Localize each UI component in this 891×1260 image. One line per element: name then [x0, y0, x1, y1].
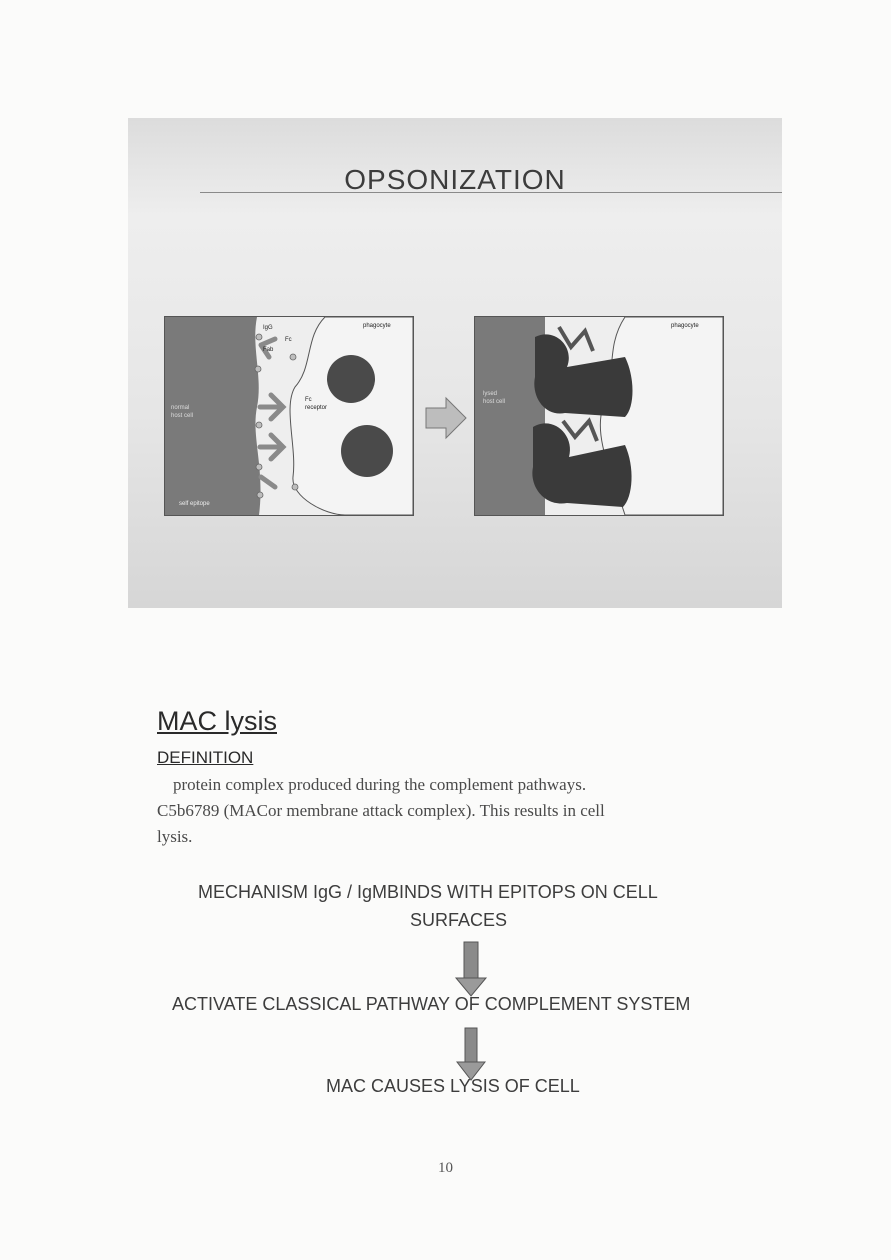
opsonization-diagram-before — [164, 316, 414, 516]
label-fc: Fc — [285, 337, 292, 343]
slide-title-rule — [200, 192, 782, 193]
before-illustration — [165, 317, 413, 515]
label-lysed-host-1: lysed — [483, 391, 498, 397]
definition-label: DEFINITION — [157, 748, 254, 767]
label-fc-receptor-2: receptor — [305, 405, 328, 411]
definition-line-1: protein complex produced during the complement pathways. — [173, 775, 587, 794]
page-number: 10 — [438, 1160, 453, 1176]
after-illustration — [475, 317, 723, 515]
label-phagocyte-right: phagocyte — [671, 323, 699, 329]
definition-text — [157, 772, 737, 850]
opsonization-slide — [128, 118, 782, 608]
label-normal-host-2: host cell — [171, 413, 194, 419]
label-igg: IgG — [263, 325, 273, 331]
label-phagocyte-left: phagocyte — [363, 323, 391, 329]
label-normal-host-1: normal — [171, 405, 190, 411]
label-lysed-host-2: host cell — [483, 399, 506, 405]
label-fab: Fab — [263, 347, 274, 353]
right-arrow-icon — [424, 396, 468, 440]
mechanism-step-2: ACTIVATE CLASSICAL PATHWAY OF COMPLEMENT SYSTEM — [172, 994, 691, 1014]
definition-line-3: lysis. — [157, 827, 193, 846]
mechanism-step-3: MAC CAUSES LYSIS OF CELL — [326, 1076, 580, 1096]
section-title: MAC lysis — [157, 706, 277, 736]
mechanism-line-2: SURFACES — [410, 910, 508, 930]
down-arrow-icon — [456, 1026, 486, 1082]
label-self-epitope: self epitope — [179, 501, 210, 507]
definition-line-2: C5b6789 (MACor membrane attack complex). This results in cell — [157, 801, 605, 820]
down-arrow-icon — [454, 940, 488, 998]
slide-title: OPSONIZATION — [344, 164, 566, 195]
label-fc-receptor-1: Fc — [305, 397, 312, 403]
opsonization-diagram-after — [474, 316, 724, 516]
mechanism-line-1: MECHANISM IgG / IgMBINDS WITH EPITOPS ON CELL — [198, 882, 658, 902]
